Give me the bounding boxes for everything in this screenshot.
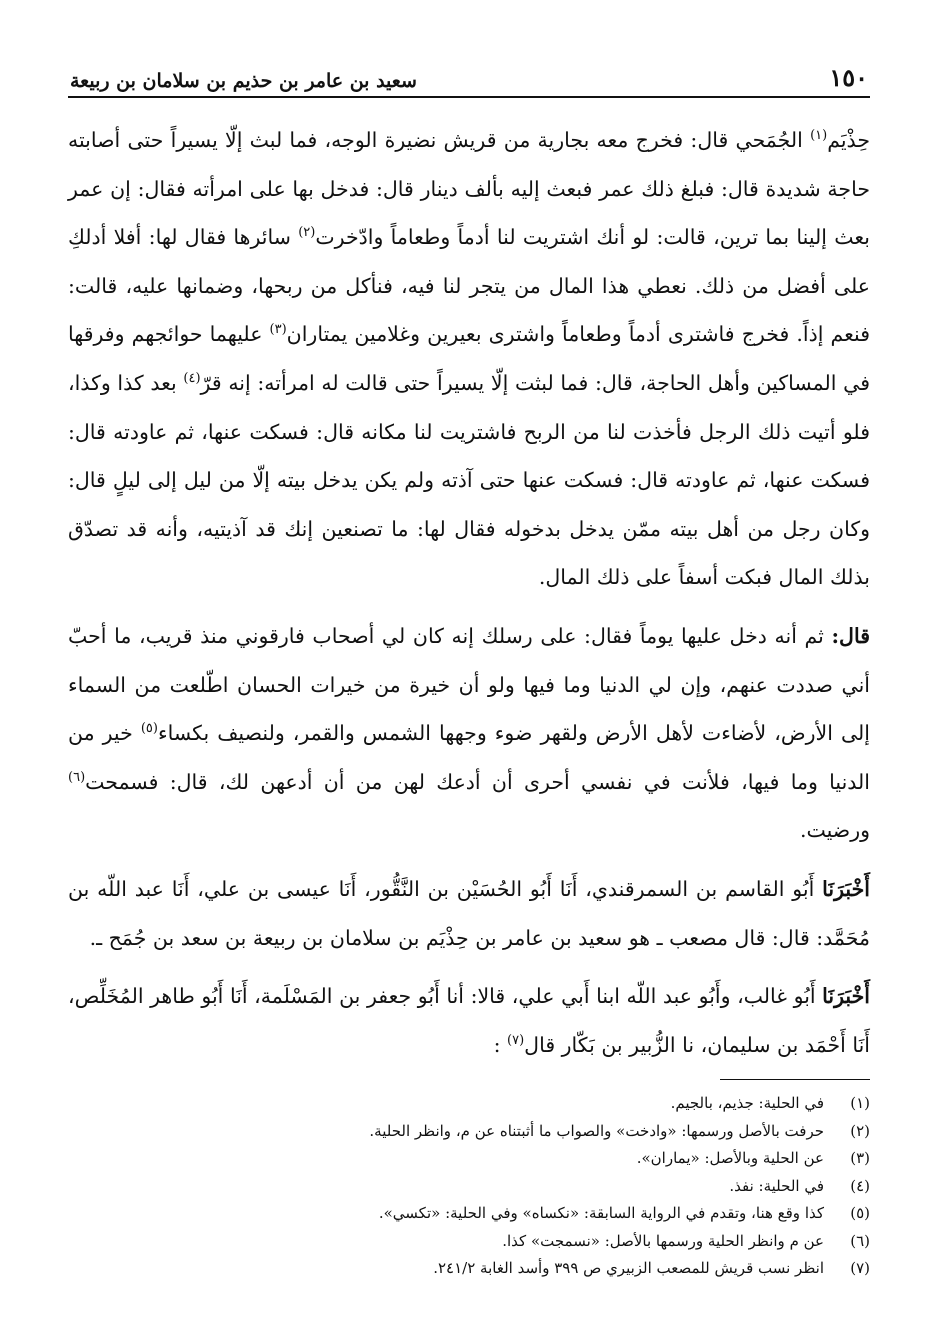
main-text xyxy=(68,116,870,1069)
text-segment: عليهما حوائجهم وفرقها في المساكين وأهل الحاجة، قال: فما لبثت إلّا يسيراً حتى قالت له امرأته: إنه قرّ xyxy=(68,322,870,395)
text-segment: بعد كذا وكذا، فلو أتيت ذلك الرجل فأخذت لنا من الربح فاشتريت لنا مكانه قال: فسكت عنها، ثم عاودته قال: فسكت عنها، ثم عاودته قال: فسكت عنها حتى آذته ولم يكن يدخل بيته إلّا من ليل إلى ليلٍ قال: وكان رجل من أهل بيته ممّن يدخل بدخوله فقال لها: ما تصنعين إنك قد آذيتيه، وأنه قد تصدّق بذلك المال فبكت أسفاً على ذلك المال. xyxy=(68,370,870,590)
paragraph-lead: أَخْبَرَنَا xyxy=(822,984,870,1009)
footnote-ref-1[interactable]: (١) xyxy=(810,128,828,144)
paragraph-lead: أَخْبَرَنَا xyxy=(822,876,870,901)
text-segment: ثم أنه دخل عليها يوماً فقال: على رسلك إنه كان لي أصحاب فارقوني منذ قريب، ما أحبّ أني صددت عنهم، وإن لي الدنيا وما فيها ولو أن خيرة من خيرات الحسان اطّلعت من السماء إلى الأرض، لأضاءت لأهل الأرض ولقهر ضوء وجهها الشمس والقمر، ولنصيف بكساء xyxy=(68,623,870,746)
footnote-ref-2[interactable]: (٢) xyxy=(298,225,316,241)
paragraph-4 xyxy=(68,972,870,1069)
footnote-text: عن م وانظر الحلية ورسمها بالأصل: «نسمجت» كذا. xyxy=(502,1231,824,1250)
footnote-item xyxy=(68,1255,870,1283)
footnote-item xyxy=(68,1200,870,1228)
text-segment: سائرها فقال لها: أفلا أدلكِ على أفضل من ذلك. نعطي هذا المال من يتجر لنا فيه، فنأكل من ربحها، وضمانها عليه، قالت: فنعم إذاً. فخرج فاشترى أدماً وطعاماً واشترى بعيرين وغلامين يمتاران xyxy=(68,225,871,347)
footnote-item xyxy=(68,1228,870,1256)
footnote-item xyxy=(68,1118,870,1146)
text-segment: أَبُو غالب، وأَبُو عبد اللّه ابنا أَبي علي، قالا: أنا أَبُو جعفر بن المَسْلَمة، أَنَا أَبُو طاهر المُخَلِّص، أَنَا أَحْمَد بن سليمان، نا الزُّبير بن بَكّار قال xyxy=(68,984,870,1057)
text-segment: خير من الدنيا وما فيها، فلأنت في نفسي أحرى أن أدعك لهن من أن أدعهن لك، قال: فسمحت xyxy=(68,721,870,794)
footnote-item xyxy=(68,1090,870,1118)
footnote-number: (٢) xyxy=(850,1121,870,1140)
paragraph-1 xyxy=(68,116,870,602)
running-title: سعيد بن عامر بن حذيم بن سلامان بن ربيعة xyxy=(70,70,417,92)
footnote-number: (٥) xyxy=(850,1204,870,1223)
page-header xyxy=(68,58,870,98)
text-segment: حِذْيَم xyxy=(827,128,870,152)
footnotes xyxy=(68,1090,870,1283)
text-segment: الجُمَحي قال: فخرج معه بجارية من قريش نضيرة الوجه، فما لبث إلّا يسيراً حتى أصابته حاجة شديدة قال: فبلغ ذلك عمر فبعث إليه بألف دينار قال: فدخل بها على امرأته فقال: إن عمر بعث إلينا بما ترين، قالت: لو أنك اشتريت لنا أدماً وطعاماً وادّخرت xyxy=(68,128,871,250)
text-segment: أَبُو القاسم بن السمرقندي، أَنَا أَبُو الحُسَيْن بن النَّقُّور، أَنَا عيسى بن علي، أَنَا عبد اللّه بن مُحَمَّد: قال: قال مصعب ـ هو سعيد بن عامر بن حِذْيَم بن سلامان بن ربيعة بن سعد بن جُمَح ـ. xyxy=(68,876,870,950)
footnote-divider xyxy=(720,1079,870,1080)
footnote-ref-5[interactable]: (٥) xyxy=(140,721,158,737)
paragraph-2 xyxy=(68,612,870,855)
footnote-ref-3[interactable]: (٣) xyxy=(269,322,287,338)
page-number: ١٥٠ xyxy=(829,63,868,92)
paragraph-lead: قال: xyxy=(831,623,870,648)
footnote-ref-4[interactable]: (٤) xyxy=(183,371,201,387)
footnote-number: (٤) xyxy=(850,1176,870,1195)
footnote-item xyxy=(68,1145,870,1173)
footnote-text: كذا وقع هنا، وتقدم في الرواية السابقة: «نكساه» وفي الحلية: «تكسي». xyxy=(378,1204,824,1223)
footnote-text: عن الحلية وبالأصل: «يماران». xyxy=(636,1149,824,1168)
text-segment: : xyxy=(493,1032,508,1057)
footnote-text: انظر نسب قريش للمصعب الزبيري ص ٣٩٩ وأسد الغابة ٢٤١/٢. xyxy=(433,1259,824,1278)
footnote-number: (٧) xyxy=(850,1259,870,1278)
text-segment: ورضيت. xyxy=(799,818,870,843)
footnote-number: (١) xyxy=(850,1094,870,1113)
footnote-ref-6[interactable]: (٦) xyxy=(68,769,86,785)
footnote-ref-7[interactable]: (٧) xyxy=(507,1032,525,1048)
footnote-item xyxy=(68,1173,870,1201)
footnote-number: (٦) xyxy=(850,1231,870,1250)
footnote-text: حرفت بالأصل ورسمها: «وادخت» والصواب ما أثبتناه عن م، وانظر الحلية. xyxy=(369,1121,824,1140)
paragraph-3 xyxy=(68,865,870,962)
footnote-text: في الحلية: نفذ. xyxy=(729,1176,824,1195)
footnote-text: في الحلية: جذيم، بالجيم. xyxy=(670,1094,824,1113)
footnote-number: (٣) xyxy=(850,1149,870,1168)
